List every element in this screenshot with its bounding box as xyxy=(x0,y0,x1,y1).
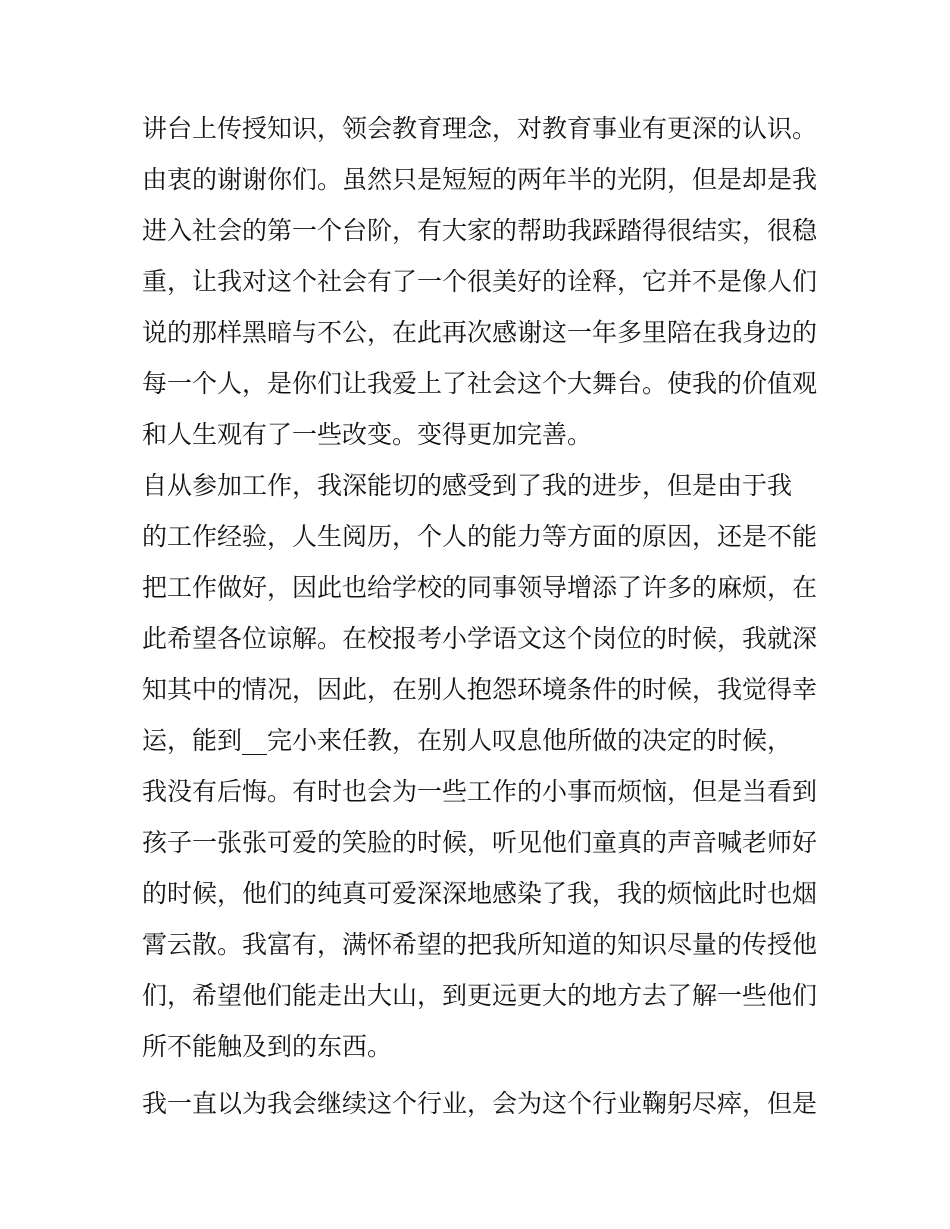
text-line: 所不能触及到的东西。 xyxy=(142,1032,393,1061)
text-line: 和人生观有了一些改变。变得更加完善。 xyxy=(142,420,593,449)
text-line: 此希望各位谅解。在校报考小学语文这个岗位的时候，我就深 xyxy=(142,624,818,653)
paragraph-1 xyxy=(142,103,822,460)
text-line: 讲台上传授知识，领会教育理念，对教育事业有更深的认识。 xyxy=(142,114,818,143)
text-line: 由衷的谢谢你们。虽然只是短短的两年半的光阴，但是却是我 xyxy=(142,165,818,194)
text-line: 孩子一张张可爱的笑脸的时候，听见他们童真的声音喊老师好 xyxy=(142,828,818,857)
text-line: 们，希望他们能走出大山，到更远更大的地方去了解一些他们 xyxy=(142,981,818,1010)
text-line: 知其中的情况，因此，在别人抱怨环境条件的时候，我觉得幸 xyxy=(142,675,818,704)
text-line: 说的那样黑暗与不公，在此再次感谢这一年多里陪在我身边的 xyxy=(142,318,818,347)
text-line: 运，能到__完小来任教，在别人叹息他所做的决定的时候， xyxy=(142,726,793,755)
text-line: 把工作做好，因此也给学校的同事领导增添了许多的麻烦，在 xyxy=(142,573,818,602)
text-line: 进入社会的第一个台阶，有大家的帮助我踩踏得很结实，很稳 xyxy=(142,216,818,245)
paragraph-2 xyxy=(142,460,822,1072)
text-line: 我没有后悔。有时也会为一些工作的小事而烦恼，但是当看到 xyxy=(142,777,818,806)
text-line: 的工作经验，人生阅历，个人的能力等方面的原因，还是不能 xyxy=(142,522,818,551)
text-line: 我一直以为我会继续这个行业，会为这个行业鞠躬尽瘁，但是 xyxy=(142,1089,818,1118)
text-line: 重，让我对这个社会有了一个很美好的诠释，它并不是像人们 xyxy=(142,267,818,296)
text-line: 霄云散。我富有，满怀希望的把我所知道的知识尽量的传授他 xyxy=(142,930,818,959)
paragraph-3 xyxy=(142,1078,822,1129)
text-line: 每一个人，是你们让我爱上了社会这个大舞台。使我的价值观 xyxy=(142,369,818,398)
document-body xyxy=(142,103,822,1129)
text-line: 自从参加工作，我深能切的感受到了我的进步，但是由于我 xyxy=(142,471,793,500)
text-line: 的时候，他们的纯真可爱深深地感染了我，我的烦恼此时也烟 xyxy=(142,879,818,908)
